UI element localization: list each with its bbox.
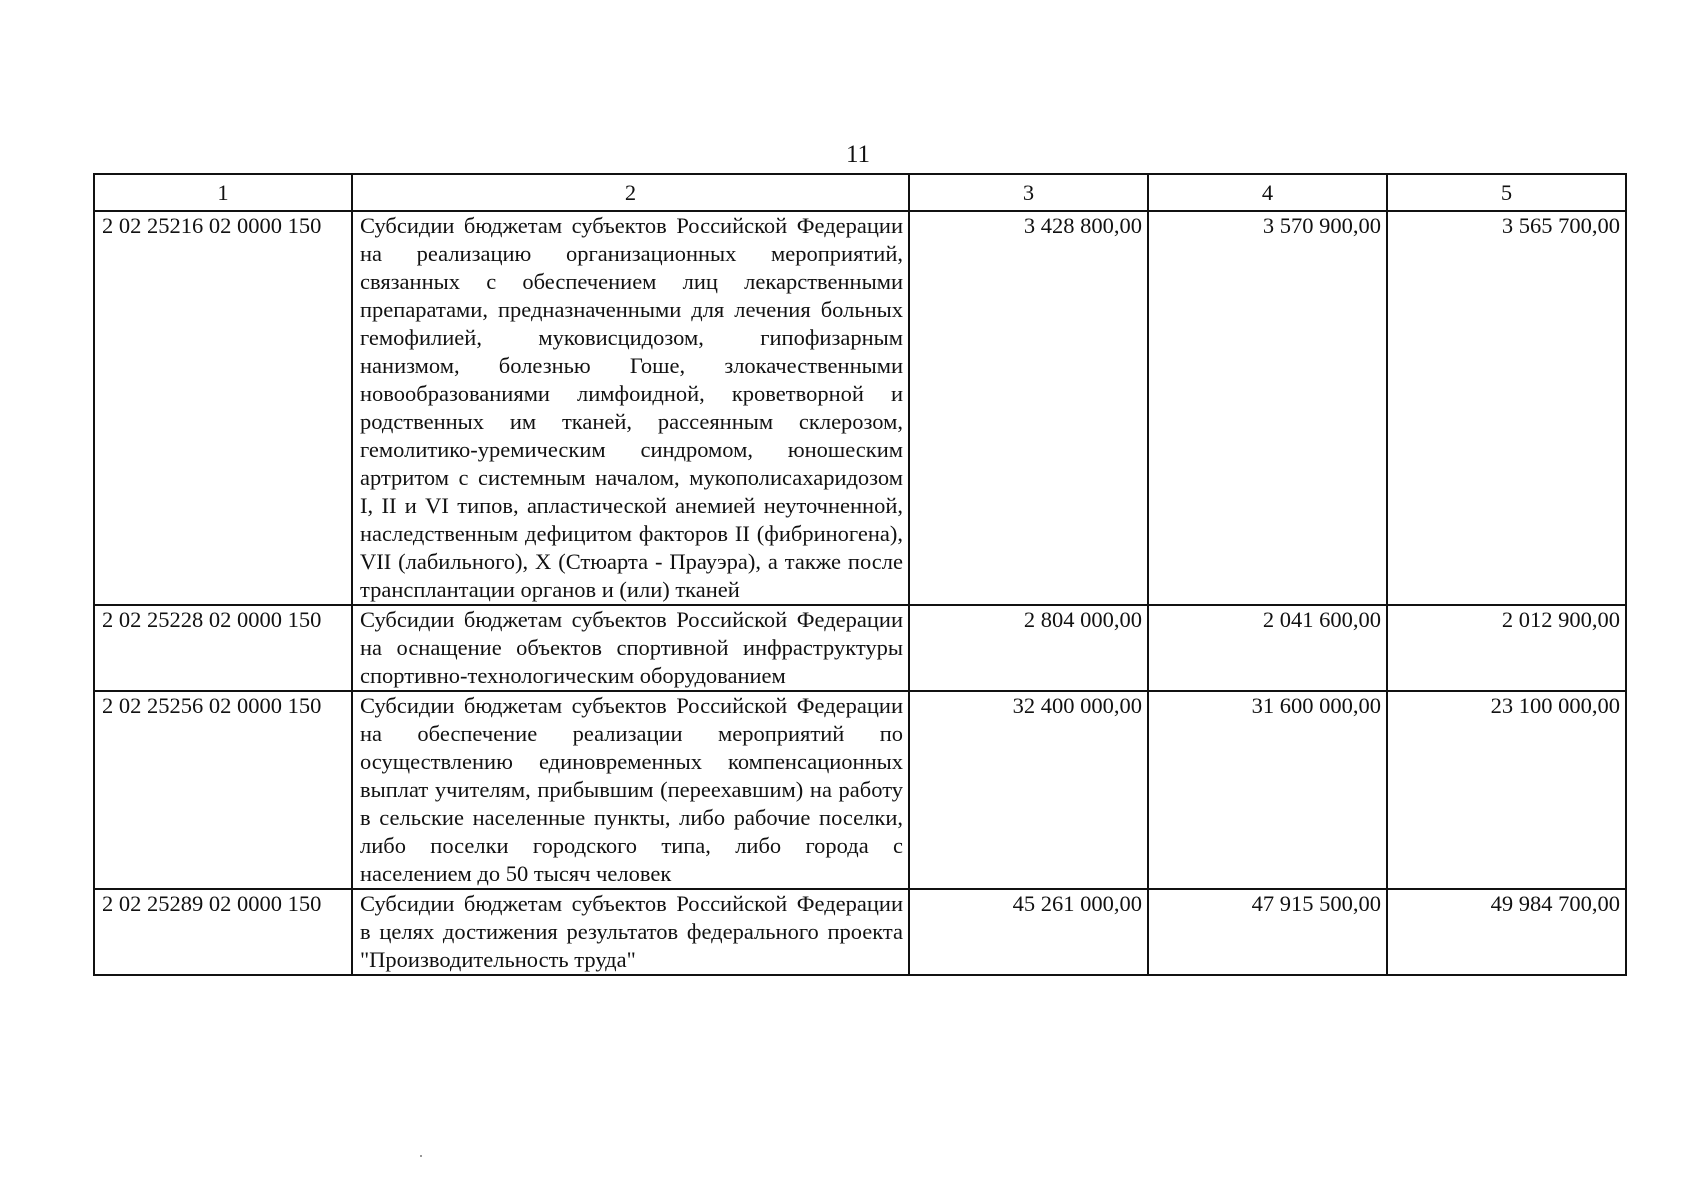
amount-col-3: 2 804 000,00 bbox=[909, 605, 1148, 691]
budget-code: 2 02 25256 02 0000 150 bbox=[94, 691, 352, 889]
budget-code: 2 02 25228 02 0000 150 bbox=[94, 605, 352, 691]
table-row bbox=[94, 605, 1626, 691]
amount-col-3: 32 400 000,00 bbox=[909, 691, 1148, 889]
header-col-1: 1 bbox=[94, 174, 352, 211]
amount-col-5: 23 100 000,00 bbox=[1387, 691, 1626, 889]
budget-code: 2 02 25289 02 0000 150 bbox=[94, 889, 352, 975]
row-description: Субсидии бюджетам субъектов Российской Федерации на обеспечение реализации мероприятий по осуществлению единовременных компенсационных выплат учителям, прибывшим (переехавшим) на работу в сельские населенные пункты, либо рабочие поселки, либо поселки городского типа, либо города с населением до 50 тысяч человек bbox=[352, 691, 909, 889]
header-col-4: 4 bbox=[1148, 174, 1387, 211]
amount-col-4: 31 600 000,00 bbox=[1148, 691, 1387, 889]
amount-col-4: 2 041 600,00 bbox=[1148, 605, 1387, 691]
header-col-5: 5 bbox=[1387, 174, 1626, 211]
header-col-2: 2 bbox=[352, 174, 909, 211]
row-description: Субсидии бюджетам субъектов Российской Федерации в целях достижения результатов федерального проекта "Производительность труда" bbox=[352, 889, 909, 975]
table-row bbox=[94, 691, 1626, 889]
table-row bbox=[94, 211, 1626, 605]
amount-col-4: 3 570 900,00 bbox=[1148, 211, 1387, 605]
table-header-row bbox=[94, 174, 1626, 211]
row-description: Субсидии бюджетам субъектов Российской Федерации на реализацию организационных мероприятий, связанных с обеспечением лиц лекарственными препаратами, предназначенными для лечения больных гемофилией, муковисцидозом, гипофизарным нанизмом, болезнью Гоше, злокачественными новообразованиями лимфоидной, кроветворной и родственных им тканей, рассеянным склерозом, гемолитико-уремическим синдромом, юношеским артритом с системным началом, мукополисахаридозом I, II и VI типов, апластической анемией неуточненной, наследственным дефицитом факторов II (фибриногена), VII (лабильного), X (Стюарта - Прауэра), а также после трансплантации органов и (или) тканей bbox=[352, 211, 909, 605]
page-number: 11 bbox=[845, 141, 871, 168]
amount-col-3: 45 261 000,00 bbox=[909, 889, 1148, 975]
scan-speck bbox=[420, 1155, 422, 1157]
row-description: Субсидии бюджетам субъектов Российской Федерации на оснащение объектов спортивной инфраструктуры спортивно-технологическим оборудованием bbox=[352, 605, 909, 691]
budget-table bbox=[93, 173, 1627, 976]
amount-col-4: 47 915 500,00 bbox=[1148, 889, 1387, 975]
table-row bbox=[94, 889, 1626, 975]
amount-col-5: 3 565 700,00 bbox=[1387, 211, 1626, 605]
budget-code: 2 02 25216 02 0000 150 bbox=[94, 211, 352, 605]
amount-col-5: 49 984 700,00 bbox=[1387, 889, 1626, 975]
header-col-3: 3 bbox=[909, 174, 1148, 211]
amount-col-5: 2 012 900,00 bbox=[1387, 605, 1626, 691]
amount-col-3: 3 428 800,00 bbox=[909, 211, 1148, 605]
